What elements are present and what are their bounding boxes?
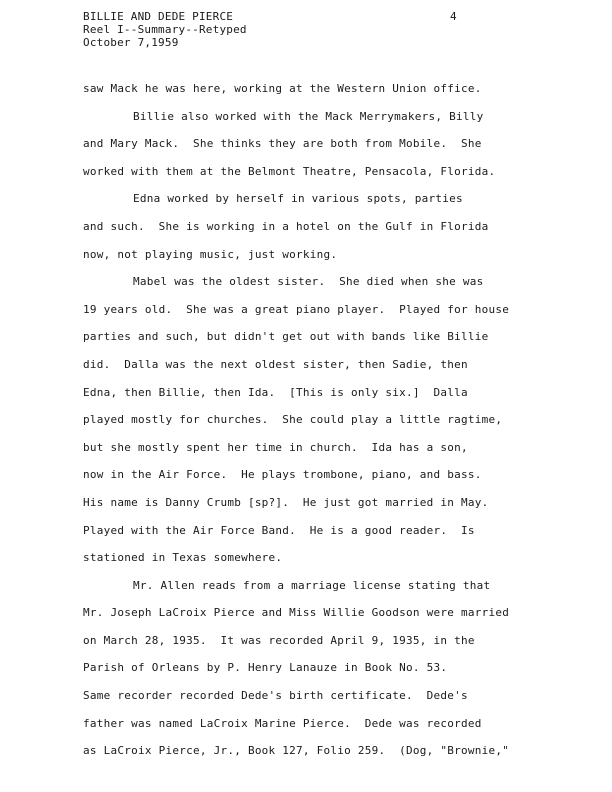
- page-header: [83, 10, 247, 49]
- text-line: played mostly for churches. She could play a little ragtime,: [83, 413, 503, 427]
- text-line: Same recorder recorded Dede's birth certificate. Dede's: [83, 689, 468, 703]
- text-line: Parish of Orleans by P. Henry Lanauze in Book No. 53.: [83, 661, 448, 675]
- text-line: father was named LaCroix Marine Pierce. Dede was recorded: [83, 716, 482, 730]
- text-line: His name is Danny Crumb [sp?]. He just got married in May.: [83, 495, 489, 509]
- text-line: Mabel was the oldest sister. She died when she was: [133, 275, 484, 289]
- text-line: Edna worked by herself in various spots, parties: [133, 192, 463, 206]
- text-line: but she mostly spent her time in church. Ida has a son,: [83, 440, 468, 454]
- text-line: worked with them at the Belmont Theatre, Pensacola, Florida.: [83, 164, 496, 178]
- text-line: Mr. Allen reads from a marriage license stating that: [133, 578, 491, 592]
- text-line: as LaCroix Pierce, Jr., Book 127, Folio 259. (Dog, "Brownie,": [83, 744, 510, 758]
- text-line: Played with the Air Force Band. He is a good reader. Is: [83, 523, 475, 537]
- text-line: Billie also worked with the Mack Merrymakers, Billy: [133, 109, 484, 123]
- header-title: BILLIE AND DEDE PIERCE: [83, 10, 234, 23]
- page-number: 4: [450, 10, 457, 23]
- text-line: and Mary Mack. She thinks they are both from Mobile. She: [83, 137, 482, 151]
- text-line: saw Mack he was here, working at the Western Union office.: [83, 82, 482, 95]
- text-line: stationed in Texas somewhere.: [83, 551, 283, 565]
- text-line: now, not playing music, just working.: [83, 247, 338, 261]
- text-line: now in the Air Force. He plays trombone, piano, and bass.: [83, 468, 482, 482]
- text-line: 19 years old. She was a great piano player. Played for house: [83, 302, 510, 316]
- text-line: Edna, then Billie, then Ida. [This is only six.] Dalla: [83, 385, 468, 399]
- text-line: Mr. Joseph LaCroix Pierce and Miss Willie Goodson were married: [83, 606, 510, 620]
- text-line: did. Dalla was the next oldest sister, then Sadie, then: [83, 357, 468, 371]
- header-reel: Reel I--Summary--Retyped: [83, 23, 247, 36]
- text-line: on March 28, 1935. It was recorded April 9, 1935, in the: [83, 633, 475, 647]
- text-line: and such. She is working in a hotel on the Gulf in Florida: [83, 219, 489, 233]
- text-line: parties and such, but didn't get out with bands like Billie: [83, 330, 489, 344]
- header-date: October 7,1959: [83, 36, 179, 49]
- document-body: [83, 75, 523, 765]
